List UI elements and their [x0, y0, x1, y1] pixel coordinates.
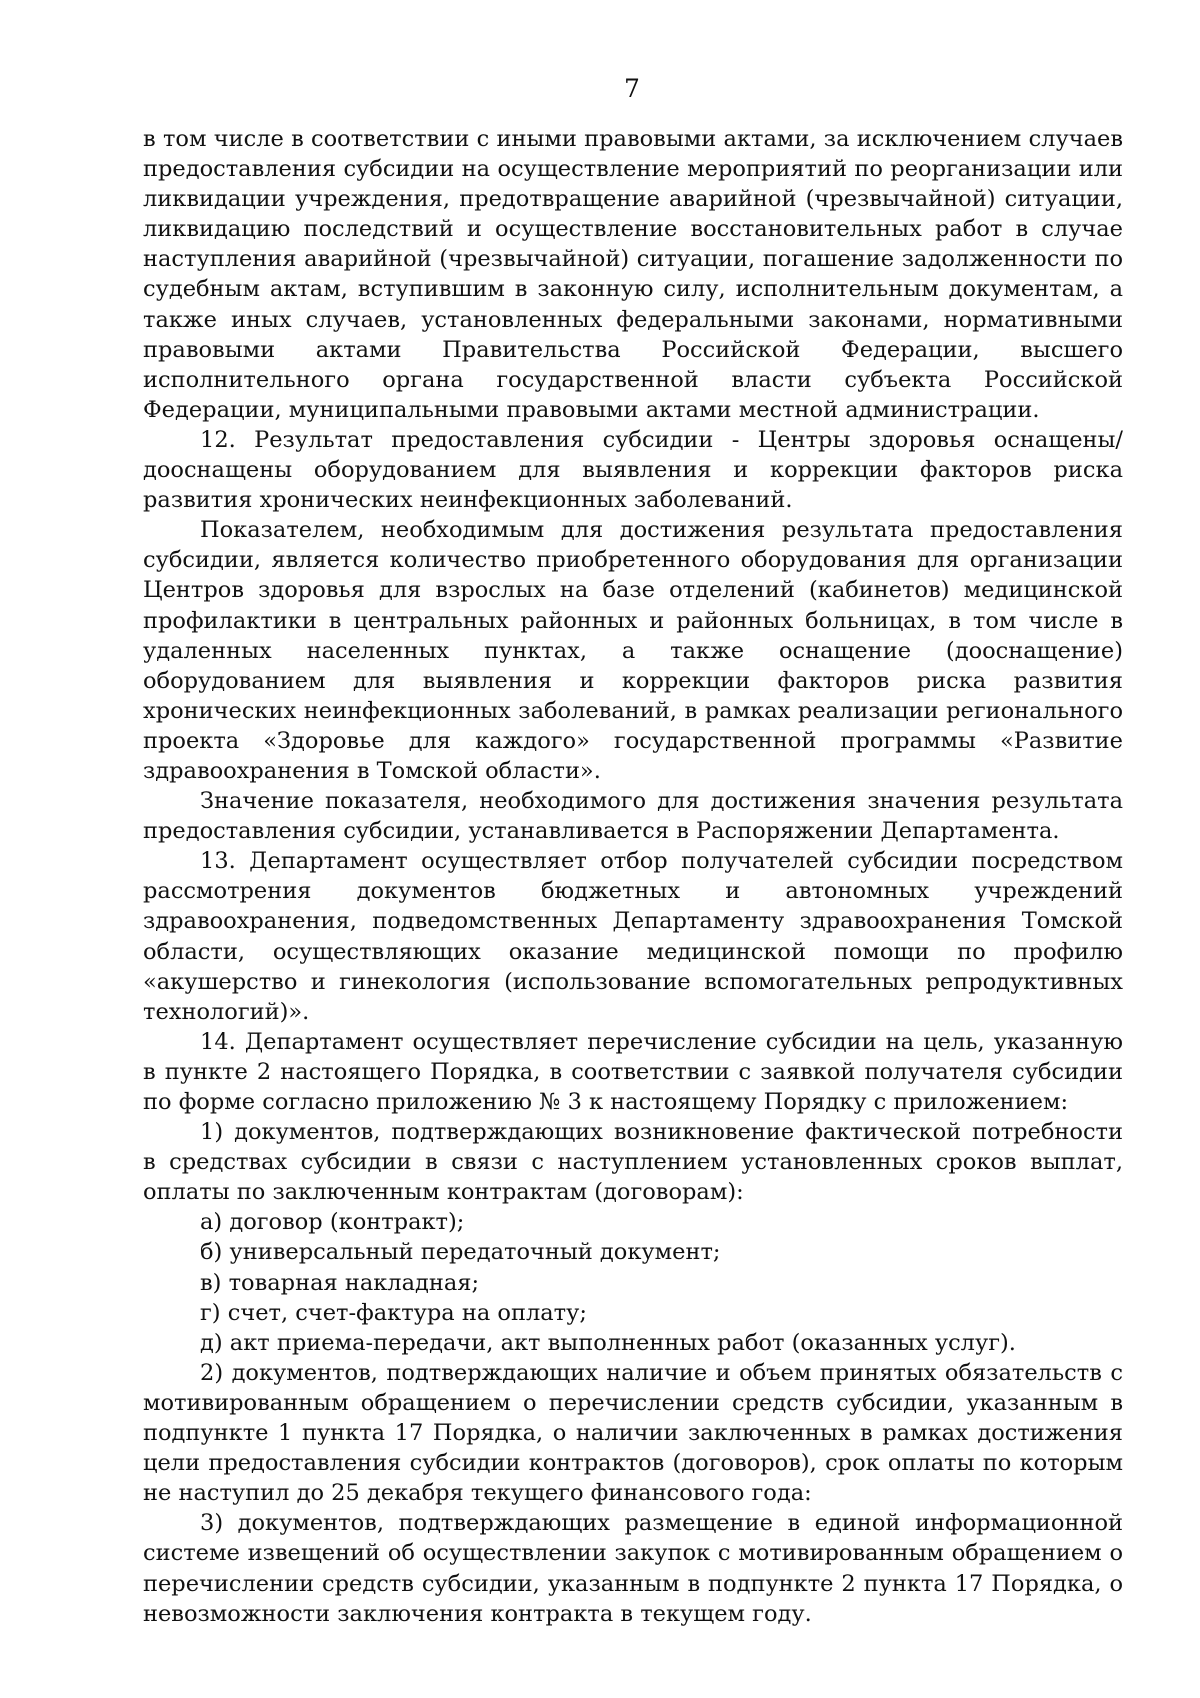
page-number: 7 — [624, 74, 640, 103]
list-item-d: д) акт приема-передачи, акт выполненных работ (оказанных услуг). — [200, 1329, 1016, 1356]
list-item-g: г) счет, счет-фактура на оплату; — [200, 1299, 587, 1326]
paragraph-item-12: 12. Результат предоставления субсидии - Центры здоровья оснащены/дооснащены оборудованием для выявления и коррекции факторов риска развития хронических неинфекционных заболеваний. — [143, 426, 1123, 514]
paragraph-item-13: 13. Департамент осуществляет отбор получателей субсидии посредством рассмотрения документов бюджетных и автономных учреждений здравоохранения, подведомственных Департаменту здравоохранения Томской области, осуществляющих оказание медицинской помощи по профилю «акушерство и гинекология (использование вспомогательных репродуктивных технологий)». — [143, 848, 1123, 1025]
paragraph-indicator: Показателем, необходимым для достижения результата предоставления субсидии, является количество приобретенного оборудования для организации Центров здоровья для взрослых на базе отделений (кабинетов) медицинской профилактики в центральных районных и районных больницах, в том числе в удаленных населенных пунктах, а также оснащение (дооснащение) оборудованием для выявления и коррекции факторов риска развития хронических неинфекционных заболеваний, в рамках реализации регионального проекта «Здоровье для каждого» государственной программы «Развитие здравоохранения в Томской области». — [143, 517, 1123, 784]
paragraph-indicator-value: Значение показателя, необходимого для достижения значения результата предоставления субсидии, устанавливается в Распоряжении Департамента. — [143, 788, 1123, 845]
paragraph-subitem-1: 1) документов, подтверждающих возникновение фактической потребности в средствах субсидии в связи с наступлением установленных сроков выплат, оплаты по заключенным контрактам (договорам): — [143, 1119, 1123, 1206]
document-body — [143, 124, 1123, 1629]
paragraph-subitem-2: 2) документов, подтверждающих наличие и объем принятых обязательств с мотивированным обращением о перечислении средств субсидии, указанным в подпункте 1 пункта 17 Порядка, о наличии заключенных в рамках достижения цели предоставления субсидии контрактов (договоров), срок оплаты по которым не наступил до 25 декабря текущего финансового года: — [143, 1359, 1123, 1507]
paragraph-continuation: в том числе в соответствии с иными правовыми актами, за исключением случаев предоставления субсидии на осуществление мероприятий по реорганизации или ликвидации учреждения, предотвращение аварийной (чрезвычайной) ситуации, ликвидацию последствий и осуществление восстановительных работ в случае наступления аварийной (чрезвычайной) ситуации, погашение задолженности по судебным актам, вступившим в законную силу, исполнительным документам, а также иных случаев, установленных федеральными законами, нормативными правовыми актами Правительства Российской Федерации, высшего исполнительного органа государственной власти субъекта Российской Федерации, муниципальными правовыми актами местной администрации. — [143, 126, 1123, 423]
paragraph-subitem-3: 3) документов, подтверждающих размещение в единой информационной системе извещений об осуществлении закупок с мотивированным обращением о перечислении средств субсидии, указанным в подпункте 2 пункта 17 Порядка, о невозможности заключения контракта в текущем году. — [143, 1510, 1123, 1627]
list-item-v: в) товарная накладная; — [200, 1269, 480, 1296]
list-item-a: а) договор (контракт); — [200, 1209, 465, 1236]
paragraph-item-14: 14. Департамент осуществляет перечисление субсидии на цель, указанную в пункте 2 настоящего Порядка, в соответствии с заявкой получателя субсидии по форме согласно приложению № 3 к настоящему Порядку с приложением: — [143, 1028, 1123, 1115]
list-item-b: б) универсальный передаточный документ; — [200, 1239, 721, 1266]
